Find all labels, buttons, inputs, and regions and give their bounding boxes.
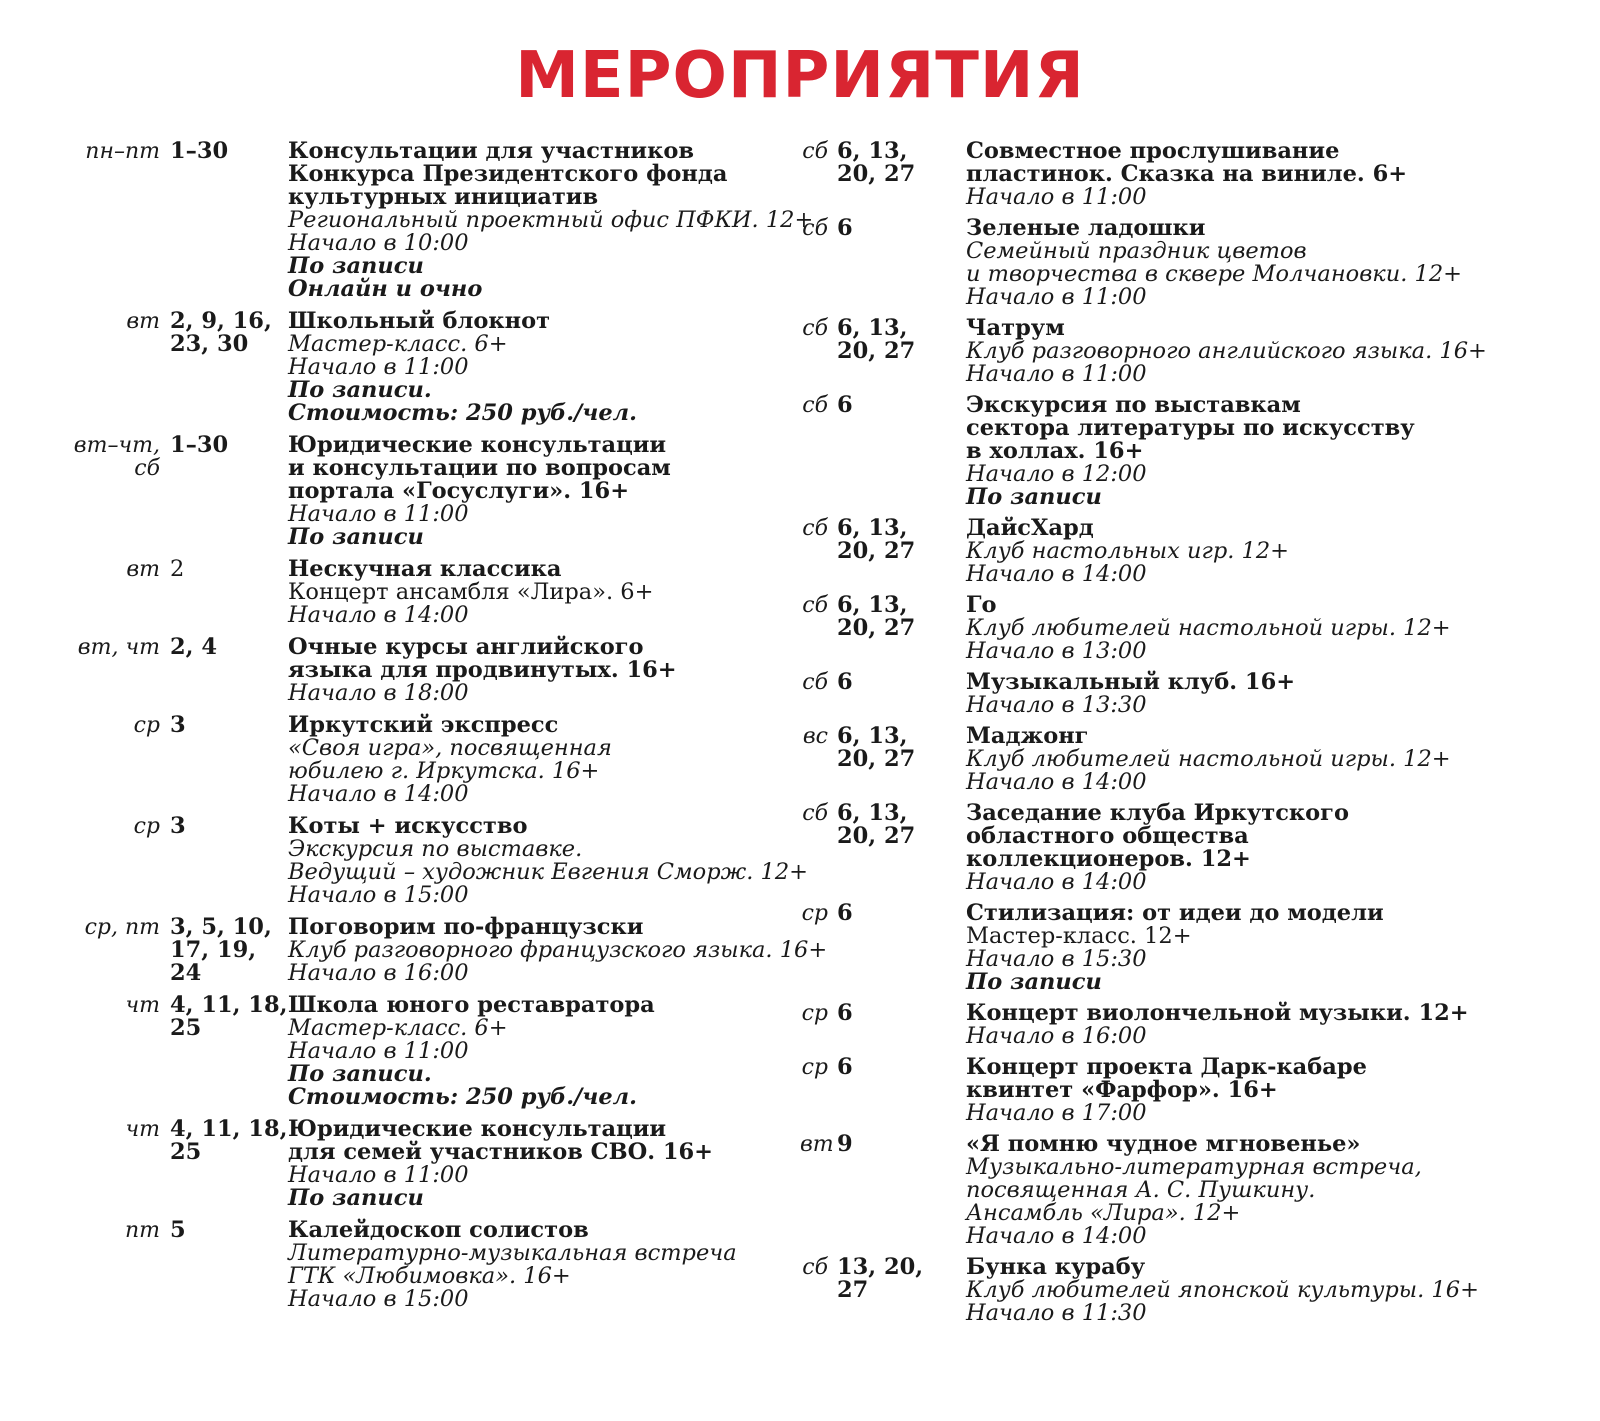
- event-dates: [170, 310, 282, 356]
- event-dates-line: 6: [837, 215, 853, 241]
- event-entry: [800, 1002, 1600, 1048]
- event-dates-line: 6: [837, 392, 853, 418]
- event-dates: [837, 1002, 937, 1025]
- event-description: [966, 1056, 1600, 1125]
- event-dates-line: 20, 27: [837, 538, 916, 564]
- event-detail-line: Ведущий – художник Евгения Сморж. 12+: [288, 859, 808, 885]
- event-entry: [800, 671, 1600, 717]
- event-entry: [800, 317, 1600, 386]
- event-description: [966, 594, 1600, 663]
- event-detail-line: Экскурсия по выставке.: [288, 836, 583, 862]
- event-entry: [0, 1118, 800, 1210]
- event-dates: [170, 1219, 282, 1242]
- event-title-line: Очные курсы английского: [288, 634, 644, 660]
- event-dates-line: 17, 19,: [170, 937, 257, 963]
- event-note-line: Онлайн и очно: [288, 276, 483, 302]
- event-title-line: Бунка курабу: [966, 1254, 1146, 1280]
- event-entry: [800, 140, 1600, 209]
- event-detail-line: Начало в 11:00: [966, 284, 1147, 310]
- event-title-line: для семей участников СВО. 16+: [288, 1139, 714, 1165]
- event-dates: [170, 636, 282, 659]
- event-note-line: Стоимость: 250 руб./чел.: [288, 400, 637, 426]
- event-dates: [170, 992, 288, 1041]
- event-detail-line: Начало в 14:00: [966, 869, 1147, 895]
- event-dates-line: 6: [837, 1000, 853, 1026]
- event-description: [288, 1219, 800, 1311]
- event-dates-line: 20, 27: [837, 338, 916, 364]
- event-weekday: [126, 558, 160, 581]
- event-title-line: Совместное прослушивание: [966, 138, 1340, 164]
- event-weekday-line: вт–чт,: [73, 433, 160, 458]
- event-description: [966, 394, 1600, 509]
- event-description: [966, 217, 1600, 309]
- event-detail-line: Семейный праздник цветов: [966, 238, 1307, 264]
- event-weekday: [85, 140, 160, 163]
- event-detail-line: Начало в 11:00: [288, 1162, 469, 1188]
- event-detail-line: Начало в 16:00: [966, 1023, 1147, 1049]
- event-title-line: Экскурсия по выставкам: [966, 392, 1301, 418]
- event-weekday-line: чт: [125, 993, 160, 1018]
- event-title-line: ДайсХард: [966, 515, 1094, 541]
- event-description: [966, 140, 1600, 209]
- event-entry: [800, 725, 1600, 794]
- event-weekday: [800, 1256, 828, 1279]
- event-weekday-line: сб: [802, 801, 828, 826]
- event-dates-line: 4, 11, 18,: [170, 1116, 288, 1142]
- event-dates: [170, 140, 282, 163]
- event-dates: [837, 594, 937, 640]
- event-detail-line: Начало в 14:00: [288, 781, 469, 807]
- event-weekday-line: ср: [133, 713, 160, 738]
- event-detail-line: Начало в 13:00: [966, 638, 1147, 664]
- event-weekday-line: ср: [133, 814, 160, 839]
- event-title-line: «Я помню чудное мгновенье»: [966, 1131, 1361, 1157]
- event-title-line: пластинок. Сказка на виниле. 6+: [966, 161, 1408, 187]
- event-description: [966, 1256, 1600, 1325]
- event-note-line: По записи: [288, 253, 424, 279]
- event-entry: [0, 813, 808, 908]
- event-weekday: [125, 994, 160, 1017]
- event-dates-line: 23, 30: [170, 331, 249, 357]
- event-dates-line: 6: [837, 669, 853, 695]
- event-weekday-line: сб: [802, 1255, 828, 1280]
- event-note-line: По записи: [288, 1185, 424, 1211]
- event-detail-line: Начало в 14:00: [288, 602, 469, 628]
- event-note-line: По записи: [966, 969, 1102, 995]
- event-note-line: По записи: [966, 484, 1102, 510]
- event-weekday-line: чт: [125, 1117, 160, 1142]
- event-detail-line: Ансамбль «Лира». 12+: [966, 1200, 1241, 1226]
- event-dates-line: 6: [837, 1054, 853, 1080]
- event-description: [288, 636, 800, 705]
- event-weekday-line: сб: [802, 216, 828, 241]
- event-dates-line: 6, 13,: [837, 723, 908, 749]
- event-detail-line: Литературно-музыкальная встреча: [288, 1240, 737, 1266]
- page-title: МЕРОПРИЯТИЯ: [515, 39, 1085, 113]
- event-detail-line: Начало в 14:00: [966, 1223, 1147, 1249]
- event-dates-line: 24: [170, 960, 202, 986]
- event-dates-line: 20, 27: [837, 746, 916, 772]
- event-weekday-line: вт: [800, 1132, 834, 1157]
- event-entry: [0, 714, 800, 806]
- event-dates-line: 27: [837, 1277, 869, 1303]
- event-dates: [837, 217, 937, 240]
- event-description: [288, 1118, 800, 1210]
- event-detail-line: Клуб настольных игр. 12+: [966, 538, 1290, 564]
- event-weekday: [800, 317, 828, 340]
- event-weekday: [78, 636, 160, 659]
- event-detail-line: Начало в 12:00: [966, 461, 1147, 487]
- event-detail-line: Клуб разговорного английского языка. 16+: [966, 338, 1487, 364]
- event-weekday-line: ср: [801, 1055, 828, 1080]
- event-weekday: [134, 815, 160, 838]
- event-detail-line: Концерт ансамбля «Лира». 6+: [288, 579, 654, 605]
- event-title-line: Заседание клуба Иркутского: [966, 800, 1349, 826]
- event-title-line: Зеленые ладошки: [966, 215, 1206, 241]
- event-weekday: [800, 594, 828, 617]
- event-weekday: [74, 434, 160, 480]
- event-entry: [0, 994, 800, 1109]
- event-dates: [837, 1256, 937, 1302]
- event-detail-line: Начало в 11:00: [966, 184, 1147, 210]
- events-column-left: [0, 138, 828, 1320]
- event-entry: [800, 517, 1600, 586]
- event-weekday: [800, 394, 828, 417]
- event-entry: [800, 594, 1600, 663]
- event-detail-line: посвященная А. С. Пушкину.: [966, 1177, 1316, 1203]
- event-dates-line: 4, 11, 18,: [170, 992, 288, 1018]
- event-entry: [800, 1056, 1600, 1125]
- event-dates: [170, 1116, 288, 1165]
- event-title-line: квинтет «Фарфор». 16+: [966, 1077, 1278, 1103]
- event-detail-line: Начало в 14:00: [966, 561, 1147, 587]
- event-title-line: Го: [966, 592, 997, 618]
- event-description: [288, 558, 800, 627]
- event-title-line: Школьный блокнот: [288, 308, 551, 334]
- event-title-line: Стилизация: от идеи до модели: [966, 900, 1384, 926]
- event-entry: [800, 1256, 1600, 1325]
- event-detail-line: ГТК «Любимовка». 16+: [288, 1263, 571, 1289]
- event-weekday-line: ср: [801, 1001, 828, 1026]
- event-description: [288, 714, 800, 806]
- event-description: [966, 317, 1600, 386]
- event-weekday-line: сб: [802, 593, 828, 618]
- event-dates-line: 20, 27: [837, 615, 916, 641]
- event-entry: [0, 914, 828, 986]
- event-title-line: Нескучная классика: [288, 556, 562, 582]
- event-detail-line: Региональный проектный офис ПФКИ. 12+: [288, 207, 814, 233]
- event-description: [288, 138, 814, 302]
- event-entry: [0, 434, 800, 549]
- event-weekday: [800, 140, 828, 163]
- event-weekday-line: сб: [802, 393, 828, 418]
- event-detail-line: Начало в 14:00: [966, 769, 1147, 795]
- event-dates: [170, 916, 282, 985]
- event-dates-line: 25: [170, 1015, 202, 1041]
- event-dates-line: 3: [170, 813, 186, 839]
- event-weekday: [800, 217, 828, 240]
- event-entry: [800, 902, 1600, 994]
- event-dates: [837, 517, 937, 563]
- event-dates: [170, 434, 282, 457]
- event-entry: [800, 802, 1600, 894]
- event-dates-line: 6: [837, 900, 853, 926]
- event-weekday-line: ср, пт: [84, 915, 160, 940]
- event-dates-line: 20, 27: [837, 823, 916, 849]
- event-weekday: [800, 517, 828, 540]
- event-description: [966, 802, 1600, 894]
- event-detail-line: Начало в 11:00: [288, 501, 469, 527]
- event-weekday: [800, 802, 828, 825]
- event-title-line: сектора литературы по искусству: [966, 415, 1415, 441]
- event-dates-line: 5: [170, 1217, 186, 1243]
- event-dates: [837, 1133, 937, 1156]
- event-description: [966, 1002, 1600, 1048]
- event-dates-line: 6, 13,: [837, 800, 908, 826]
- event-weekday: [126, 310, 160, 333]
- event-description: [288, 994, 800, 1109]
- event-dates: [837, 802, 937, 848]
- event-detail-line: Начало в 11:00: [288, 354, 469, 380]
- event-title-line: и консультации по вопросам: [288, 455, 671, 481]
- event-weekday-line: пт: [124, 1218, 160, 1243]
- event-weekday-line: вт: [126, 309, 160, 334]
- event-description: [288, 434, 800, 549]
- event-detail-line: Клуб любителей настольной игры. 12+: [966, 746, 1451, 772]
- event-weekday: [800, 902, 828, 925]
- event-description: [966, 671, 1600, 717]
- event-dates-line: 6, 13,: [837, 592, 908, 618]
- event-entry: [0, 558, 800, 627]
- event-note-line: Стоимость: 250 руб./чел.: [288, 1084, 637, 1110]
- event-title-line: коллекционеров. 12+: [966, 846, 1251, 872]
- event-weekday: [800, 1132, 834, 1157]
- event-detail-line: Начало в 13:30: [966, 692, 1147, 718]
- event-dates-line: 3: [170, 712, 186, 738]
- event-title-line: областного общества: [966, 823, 1249, 849]
- event-detail-line: Начало в 15:00: [288, 882, 469, 908]
- event-entry: [800, 394, 1600, 509]
- event-entry: [0, 636, 800, 705]
- event-title-line: Коты + искусство: [288, 813, 528, 839]
- event-entry: [800, 1133, 1600, 1248]
- event-detail-line: и творчества в сквере Молчановки. 12+: [966, 261, 1462, 287]
- event-detail-line: Клуб любителей настольной игры. 12+: [966, 615, 1451, 641]
- event-title-line: в холлах. 16+: [966, 438, 1144, 464]
- event-weekday-line: пн–пт: [85, 139, 160, 164]
- event-detail-line: Начало в 11:30: [966, 1300, 1147, 1326]
- event-dates-line: 2, 4: [170, 634, 217, 660]
- event-weekday: [800, 671, 828, 694]
- event-detail-line: Клуб разговорного французского языка. 16+: [288, 937, 828, 963]
- event-detail-line: Начало в 11:00: [288, 1038, 469, 1064]
- event-title-line: Концерт проекта Дарк-кабаре: [966, 1054, 1367, 1080]
- event-dates-line: 6, 13,: [837, 315, 908, 341]
- event-weekday-line: сб: [802, 316, 828, 341]
- event-description: [966, 1133, 1600, 1248]
- event-detail-line: Начало в 17:00: [966, 1100, 1147, 1126]
- event-description: [288, 310, 800, 425]
- event-entry: [800, 217, 1600, 309]
- event-dates-line: 3, 5, 10,: [170, 914, 272, 940]
- event-description: [966, 725, 1600, 794]
- event-weekday: [85, 916, 160, 939]
- event-title-line: Юридические консультации: [288, 1116, 667, 1142]
- event-title-line: культурных инициатив: [288, 184, 599, 210]
- event-weekday-line: сб: [802, 139, 828, 164]
- event-dates: [170, 558, 282, 581]
- event-weekday: [800, 1002, 828, 1025]
- event-dates: [837, 140, 937, 186]
- event-weekday: [125, 1219, 160, 1242]
- event-dates-line: 6, 13,: [837, 515, 908, 541]
- event-title-line: портала «Госуслуги». 16+: [288, 478, 630, 504]
- event-weekday-line: ср: [801, 901, 828, 926]
- event-dates: [837, 394, 937, 417]
- event-weekday-line: вт, чт: [77, 635, 160, 660]
- event-weekday-line: сб: [134, 456, 160, 481]
- event-weekday: [134, 714, 160, 737]
- event-title-line: Концерт виолончельной музыки. 12+: [966, 1000, 1469, 1026]
- event-dates-line: 6, 13,: [837, 138, 908, 164]
- event-title-line: Чатрум: [966, 315, 1065, 341]
- event-weekday-line: вс: [802, 724, 828, 749]
- event-detail-line: «Своя игра», посвященная: [288, 735, 612, 761]
- event-detail-line: Музыкально-литературная встреча,: [966, 1154, 1422, 1180]
- event-detail-line: Клуб любителей японской культуры. 16+: [966, 1277, 1479, 1303]
- event-detail-line: Начало в 15:00: [288, 1286, 469, 1312]
- event-title-line: языка для продвинутых. 16+: [288, 657, 677, 683]
- event-dates-line: 20, 27: [837, 161, 916, 187]
- event-title-line: Маджонг: [966, 723, 1089, 749]
- event-title-line: Иркутский экспресс: [288, 712, 559, 738]
- event-title-line: Школа юного реставратора: [288, 992, 655, 1018]
- event-note-line: По записи.: [288, 1061, 432, 1087]
- event-weekday: [800, 1056, 828, 1079]
- event-detail-line: Мастер-класс. 6+: [288, 331, 508, 357]
- event-title-line: Поговорим по-французски: [288, 914, 644, 940]
- event-entry: [0, 138, 814, 302]
- event-description: [288, 813, 808, 908]
- event-description: [966, 517, 1600, 586]
- event-note-line: По записи: [288, 524, 424, 550]
- event-dates-line: 2, 9, 16,: [170, 308, 272, 334]
- event-title-line: Юридические консультации: [288, 432, 667, 458]
- event-dates-line: 1–30: [170, 138, 229, 164]
- event-weekday-line: сб: [802, 670, 828, 695]
- event-title-line: Консультации для участников: [288, 138, 694, 164]
- event-title-line: Музыкальный клуб. 16+: [966, 669, 1296, 695]
- event-note-line: По записи.: [288, 377, 432, 403]
- event-weekday: [125, 1118, 160, 1141]
- event-detail-line: Начало в 18:00: [288, 680, 469, 706]
- event-dates-line: 13, 20,: [837, 1254, 924, 1280]
- event-detail-line: Начало в 15:30: [966, 946, 1147, 972]
- event-detail-line: юбилею г. Иркутска. 16+: [288, 758, 600, 784]
- event-title-line: Конкурса Президентского фонда: [288, 161, 728, 187]
- event-detail-line: Начало в 11:00: [966, 361, 1147, 387]
- event-dates: [170, 815, 282, 838]
- event-detail-line: Мастер-класс. 6+: [288, 1015, 508, 1041]
- event-entry: [0, 1219, 800, 1311]
- event-dates: [837, 671, 937, 694]
- event-weekday-line: сб: [802, 516, 828, 541]
- event-dates-line: 9: [837, 1131, 853, 1157]
- event-dates: [170, 714, 282, 737]
- event-dates-line: 1–30: [170, 432, 229, 458]
- event-dates-line: 25: [170, 1139, 202, 1165]
- events-column-right: [800, 140, 1600, 1333]
- event-detail-line: Мастер-класс. 12+: [966, 923, 1192, 949]
- event-title-line: Калейдоскоп солистов: [288, 1217, 589, 1243]
- event-weekday-line: вт: [126, 557, 160, 582]
- event-weekday: [800, 725, 828, 748]
- event-dates-line: 2: [170, 556, 185, 582]
- event-entry: [0, 310, 800, 425]
- event-dates: [837, 725, 937, 771]
- event-dates: [837, 317, 937, 363]
- event-detail-line: Начало в 10:00: [288, 230, 469, 256]
- event-description: [966, 902, 1600, 994]
- event-detail-line: Начало в 16:00: [288, 960, 469, 986]
- event-dates: [837, 1056, 937, 1079]
- event-description: [288, 914, 828, 986]
- event-dates: [837, 902, 937, 925]
